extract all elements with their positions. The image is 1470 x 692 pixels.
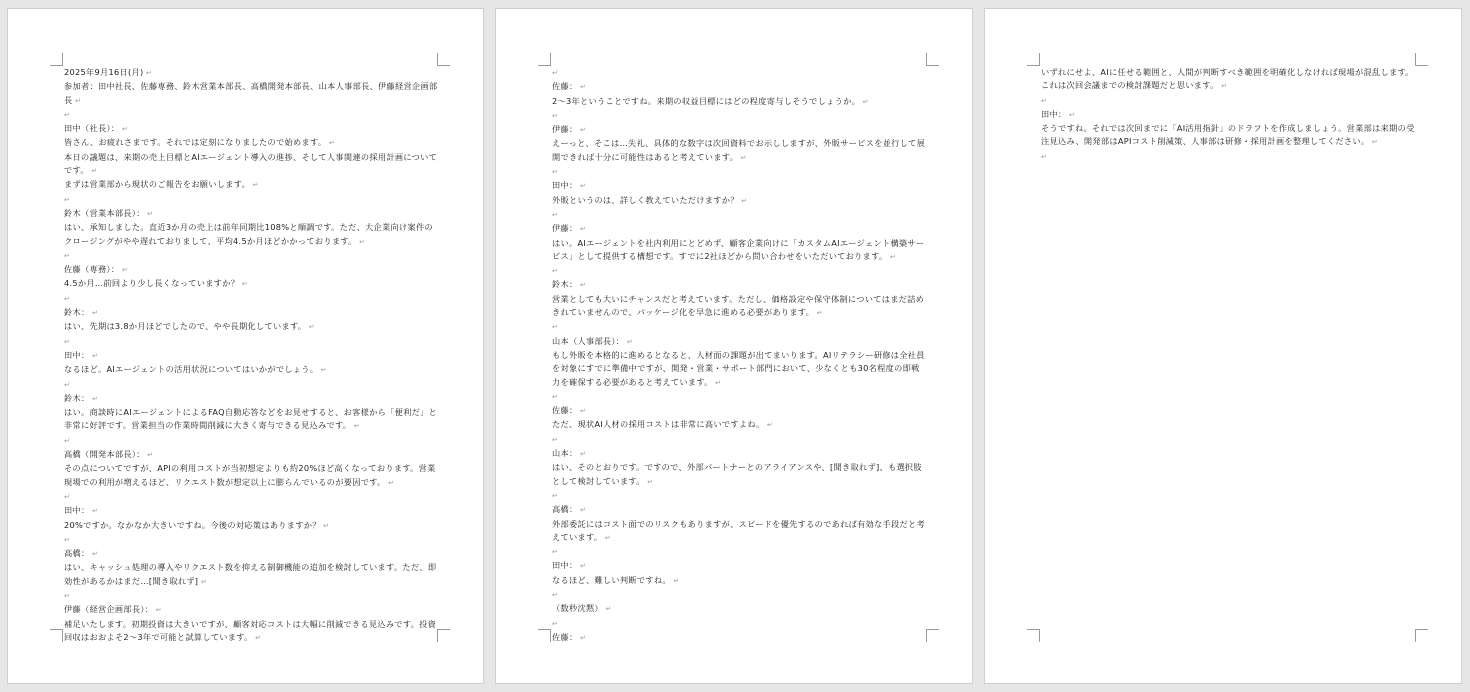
paragraph: 伊藤： ↵	[552, 222, 928, 236]
crop-mark	[538, 53, 551, 66]
paragraph	[552, 264, 928, 278]
paragraph: 佐藤（専務）： ↵	[64, 263, 439, 277]
paragraph	[552, 66, 928, 80]
crop-mark	[926, 53, 939, 66]
crop-mark	[1415, 629, 1428, 642]
page-body[interactable]	[1041, 66, 1417, 164]
crop-mark	[1027, 53, 1040, 66]
paragraph: 高橋（開発本部長）： ↵	[64, 448, 439, 462]
paragraph: 2025年9月16日(月) ↵	[64, 66, 439, 80]
paragraph	[552, 545, 928, 559]
paragraph: ただ、現状AI人材の採用コストは非常に高いですよね。 ↵	[552, 418, 928, 432]
paragraph: はい、承知しました。直近3か月の売上は前年同期比108%と順調です。ただ、大企業向け案件のクロージングがやや遅れておりまして、平均4.5か月ほどかかっております。 ↵	[64, 221, 439, 249]
paragraph: 佐藤： ↵	[552, 404, 928, 418]
paragraph: 外部委託にはコスト面でのリスクもありますが、スピードを優先するのであれば有効な手段だと考えています。 ↵	[552, 518, 928, 546]
paragraph: まずは営業部から現状のご報告をお願いします。 ↵	[64, 178, 439, 192]
page-body[interactable]	[552, 66, 928, 645]
paragraph: 皆さん、お疲れさまです。それでは定刻になりましたので始めます。 ↵	[64, 136, 439, 150]
paragraph: はい、先期は3.8か月ほどでしたので、やや長期化しています。 ↵	[64, 320, 439, 334]
paragraph: 補足いたします。初期投資は大きいですが、顧客対応コストは大幅に削減できる見込みです。投資回収はおおよそ2〜3年で可能と試算しています。 ↵	[64, 618, 439, 646]
paragraph: なるほど。AIエージェントの活用状況についてはいかがでしょう。 ↵	[64, 363, 439, 377]
paragraph	[552, 320, 928, 334]
document-page-2[interactable]	[495, 8, 973, 684]
paragraph	[552, 390, 928, 404]
paragraph	[64, 434, 439, 448]
paragraph: もし外販を本格的に進めるとなると、人材面の課題が出てまいります。AIリテラシー研修は全社員を対象にすでに準備中ですが、開発・営業・サポート部門において、少なくとも30名程度の即戦力を確保する必要があると考えています。 ↵	[552, 349, 928, 390]
paragraph	[64, 589, 439, 603]
crop-mark	[1415, 53, 1428, 66]
paragraph	[64, 249, 439, 263]
paragraph: 営業としても大いにチャンスだと考えています。ただし、価格設定や保守体制についてはまだ詰めきれていませんので、パッケージ化を早急に進める必要があります。 ↵	[552, 293, 928, 321]
paragraph: 田中： ↵	[64, 504, 439, 518]
paragraph: 田中： ↵	[1041, 108, 1417, 122]
paragraph: 20%ですか。なかなか大きいですね。今後の対応策はありますか？ ↵	[64, 519, 439, 533]
paragraph: 佐藤： ↵	[552, 631, 928, 645]
paragraph	[64, 292, 439, 306]
paragraph: はい、そのとおりです。ですので、外部パートナーとのアライアンスや、[聞き取れず]、も選択肢として検討しています。 ↵	[552, 461, 928, 489]
paragraph	[64, 335, 439, 349]
paragraph	[64, 490, 439, 504]
paragraph: そうですね。それでは次回までに「AI活用指針」のドラフトを作成しましょう。営業部は来期の受注見込み、開発部はAPIコスト削減策、人事部は研修・採用計画を整理してください。 ↵	[1041, 122, 1417, 150]
paragraph: 2〜3年ということですね。来期の収益目標にはどの程度寄与しそうでしょうか。 ↵	[552, 95, 928, 109]
paragraph: 参加者：田中社長、佐藤専務、鈴木営業本部長、高橋開発本部長、山本人事部長、伊藤経営企画部長 ↵	[64, 80, 439, 108]
paragraph	[64, 378, 439, 392]
paragraph: 田中： ↵	[552, 559, 928, 573]
paragraph: 高橋： ↵	[552, 503, 928, 517]
paragraph	[1041, 94, 1417, 108]
paragraph	[552, 433, 928, 447]
paragraph: 田中： ↵	[64, 349, 439, 363]
paragraph	[552, 165, 928, 179]
paragraph: 鈴木： ↵	[552, 278, 928, 292]
document-page-3[interactable]	[984, 8, 1462, 684]
paragraph: 佐藤： ↵	[552, 80, 928, 94]
paragraph: 山本（人事部長）： ↵	[552, 335, 928, 349]
crop-mark	[50, 629, 63, 642]
paragraph: 本日の議題は、来期の売上目標とAIエージェント導入の進捗、そして人事関連の採用計画についてです。 ↵	[64, 151, 439, 179]
paragraph: 鈴木： ↵	[64, 306, 439, 320]
paragraph: その点についてですが、APIの利用コストが当初想定よりも約20%ほど高くなっております。営業現場での利用が増えるほど、リクエスト数が想定以上に膨らんでいるのが要因です。 ↵	[64, 462, 439, 490]
paragraph: なるほど、難しい判断ですね。 ↵	[552, 574, 928, 588]
paragraph	[552, 617, 928, 631]
paragraph	[64, 533, 439, 547]
paragraph: 外販というのは、詳しく教えていただけますか？ ↵	[552, 194, 928, 208]
paragraph	[552, 208, 928, 222]
paragraph: えーっと、そこは…失礼、具体的な数字は次回資料でお示ししますが、外販サービスを並行して展開できれば十分に可能性はあると考えています。 ↵	[552, 137, 928, 165]
paragraph	[1041, 150, 1417, 164]
paragraph	[64, 108, 439, 122]
paragraph	[552, 489, 928, 503]
paragraph: はい。商談時にAIエージェントによるFAQ自動応答などをお見せすると、お客様から「便利だ」と非常に好評です。営業担当の作業時間削減に大きく寄与できる見込みです。 ↵	[64, 406, 439, 434]
document-page-1[interactable]	[7, 8, 484, 684]
crop-mark	[437, 53, 450, 66]
paragraph: 高橋： ↵	[64, 547, 439, 561]
paragraph: 山本： ↵	[552, 447, 928, 461]
paragraph: 鈴木（営業本部長）： ↵	[64, 207, 439, 221]
crop-mark	[50, 53, 63, 66]
paragraph	[64, 193, 439, 207]
page-body[interactable]	[64, 66, 439, 645]
paragraph: 伊藤： ↵	[552, 123, 928, 137]
paragraph: 田中： ↵	[552, 179, 928, 193]
paragraph: 4.5か月…前回より少し長くなっていますか？ ↵	[64, 277, 439, 291]
crop-mark	[1027, 629, 1040, 642]
paragraph: 鈴木： ↵	[64, 392, 439, 406]
paragraph: はい、キャッシュ処理の導入やリクエスト数を抑える制御機能の追加を検討しています。ただ、即効性があるかはまだ…[聞き取れず] ↵	[64, 561, 439, 589]
paragraph	[552, 109, 928, 123]
paragraph: いずれにせよ、AIに任せる範囲と、人間が判断すべき範囲を明確化しなければ現場が混乱します。これは次回会議までの検討課題だと思います。 ↵	[1041, 66, 1417, 94]
paragraph: はい。AIエージェントを社内利用にとどめず、顧客企業向けに「カスタムAIエージェント構築サービス」として提供する構想です。すでに2社ほどから問い合わせをいただいております。 ↵	[552, 237, 928, 265]
paragraph	[552, 588, 928, 602]
paragraph: 伊藤（経営企画部長）： ↵	[64, 603, 439, 617]
crop-mark	[538, 629, 551, 642]
paragraph: （数秒沈黙） ↵	[552, 602, 928, 616]
paragraph: 田中（社長）： ↵	[64, 122, 439, 136]
